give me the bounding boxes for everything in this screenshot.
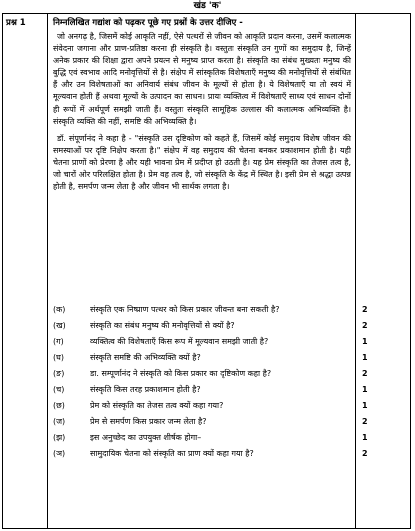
sub-question-label: (ङ) <box>53 369 65 378</box>
question-number-column <box>2 13 48 529</box>
sub-question-label: (ज) <box>53 417 66 426</box>
sub-question-label: (घ) <box>53 353 64 362</box>
sub-question-marks: 1 <box>362 337 368 346</box>
sub-question-marks: 1 <box>362 353 368 362</box>
sub-question-label: (झ) <box>53 433 66 442</box>
question-number: प्रश्न 1 <box>6 18 26 28</box>
passage <box>53 31 351 198</box>
sub-question-marks: 1 <box>362 401 368 410</box>
sub-question-marks: 1 <box>362 385 368 394</box>
sub-question-marks: 2 <box>362 369 368 378</box>
sub-question-label: (ञ) <box>53 449 66 458</box>
question-instruction: निम्नलिखित गद्यांश को पढ़कर पूछे गए प्रश्नों के उत्तर दीजिए - <box>53 18 243 28</box>
sub-question-marks: 2 <box>362 449 368 458</box>
sub-question <box>53 398 413 414</box>
sub-question <box>53 318 413 334</box>
sub-question <box>53 366 413 382</box>
sub-question <box>53 446 413 462</box>
sub-question-text: प्रेम से समर्पण किस प्रकार जन्म लेता है? <box>90 417 207 426</box>
sub-question-marks: 1 <box>362 433 368 442</box>
passage-paragraph: डॉ. संपूर्णानंद ने कहा है - "संस्कृति उस दृष्टिकोण को कहते हैं, जिसमें कोई समुदाय विशेष जीवन की समस्याओं पर दृष्टि निक्षेप करता है।" संक्षेप में वह समुदाय की चेतना बनकर प्रकाशमान होती है। यही चेतना प्राणों को प्रेरणा है और यही भावना प्रेम में प्रदीप्त हो उठती है। यह प्रेम संस्कृति का तेजस तत्व है, जो चारों ओर परिलक्षित होता है। प्रेम वह तत्व है, जो संस्कृति के केंद्र में स्थित है। इसी प्रेम से श्रद्धा उत्पन्न होती है, समर्पण जन्म लेता है और जीवन भी सार्थक लगता है। <box>53 133 351 192</box>
sub-question-text: व्यक्तित्व की विशेषताएँ किस रूप में मूल्यवान समझी जाती है? <box>90 337 269 346</box>
sub-question <box>53 414 413 430</box>
sub-question-marks: 2 <box>362 417 368 426</box>
sub-question-text: इस अनुच्छेद का उपयुक्त शीर्षक होगा– <box>90 433 202 442</box>
sub-question-marks: 2 <box>362 305 368 314</box>
sub-question <box>53 430 413 446</box>
passage-paragraph: जो अनगढ़ है, जिसमें कोई आकृति नहीं, ऐसे पत्थरों से जीवन को आकृति प्रदान करना, उसमें कलात्मक संवेदना जगाना और प्राण-प्रतिष्ठा करना ही संस्कृति है। वस्तुतः संस्कृति उन गुणों का समुदाय है, जिन्हें अनेक प्रकार की शिक्षा द्वारा अपने प्रयत्न से मनुष्य प्राप्त करता है। संस्कृति का संबंध मुख्यतः मनुष्य की बुद्धि एवं स्वभाव आदि मनोवृत्तियों से है। संक्षेप में सांस्कृतिक विशेषताएँ मनुष्य की मनोवृत्तियों से संबंधित हैं और उन विशेषताओं का अनिवार्य संबंध जीवन के मूल्यों से होता है। ये विशेषताएँ या तो स्वयं में मूल्यवान होती हैं अथवा मूल्यों के उत्पादन का साधन। प्रायः व्यक्तित्व में विशेषताएँ साध्य एवं साधन दोनों ही रूपों में अर्थपूर्ण समझी जाती हैं। वस्तुतः संस्कृति सामूहिक उल्लास की कलात्मक अभिव्यक्ति है। संस्कृति व्यक्ति की नहीं, समष्टि की अभिव्यक्ति है। <box>53 32 351 126</box>
sub-question-text: प्रेम को संस्कृति का तेजस तत्व क्यों कहा गया? <box>90 401 224 410</box>
sub-question-text: संस्कृति एक निष्प्राण पत्थर को किस प्रकार जीवन्त बना सकती है? <box>90 305 280 314</box>
sub-question-label: (ख) <box>53 321 66 330</box>
sub-question-text: संस्कृति किस तरह प्रकाशमान होती है? <box>90 385 201 394</box>
sub-question-marks: 2 <box>362 321 368 330</box>
sub-question-text: डा. सम्पूर्णानंद ने संस्कृति को किस प्रकार का दृष्टिकोण कहा है? <box>90 369 272 378</box>
sub-question-list <box>53 302 413 462</box>
sub-question <box>53 302 413 318</box>
section-title: खंड 'क' <box>193 1 222 11</box>
sub-question-text: संस्कृति समष्टि की अभिव्यक्ति क्यों है? <box>90 353 201 362</box>
sub-question-label: (क) <box>53 305 66 314</box>
sub-question-label: (च) <box>53 385 65 394</box>
sub-question-label: (छ) <box>53 401 65 410</box>
sub-question-text: संस्कृति का संबंध मनुष्य की मनोवृत्तियों से क्यों है? <box>90 321 235 330</box>
sub-question-text: सामुदायिक चेतना को संस्कृति का प्राण क्यों कहा गया है? <box>90 449 254 458</box>
sub-question <box>53 334 413 350</box>
sub-question-label: (ग) <box>53 337 64 346</box>
sub-question <box>53 382 413 398</box>
sub-question <box>53 350 413 366</box>
